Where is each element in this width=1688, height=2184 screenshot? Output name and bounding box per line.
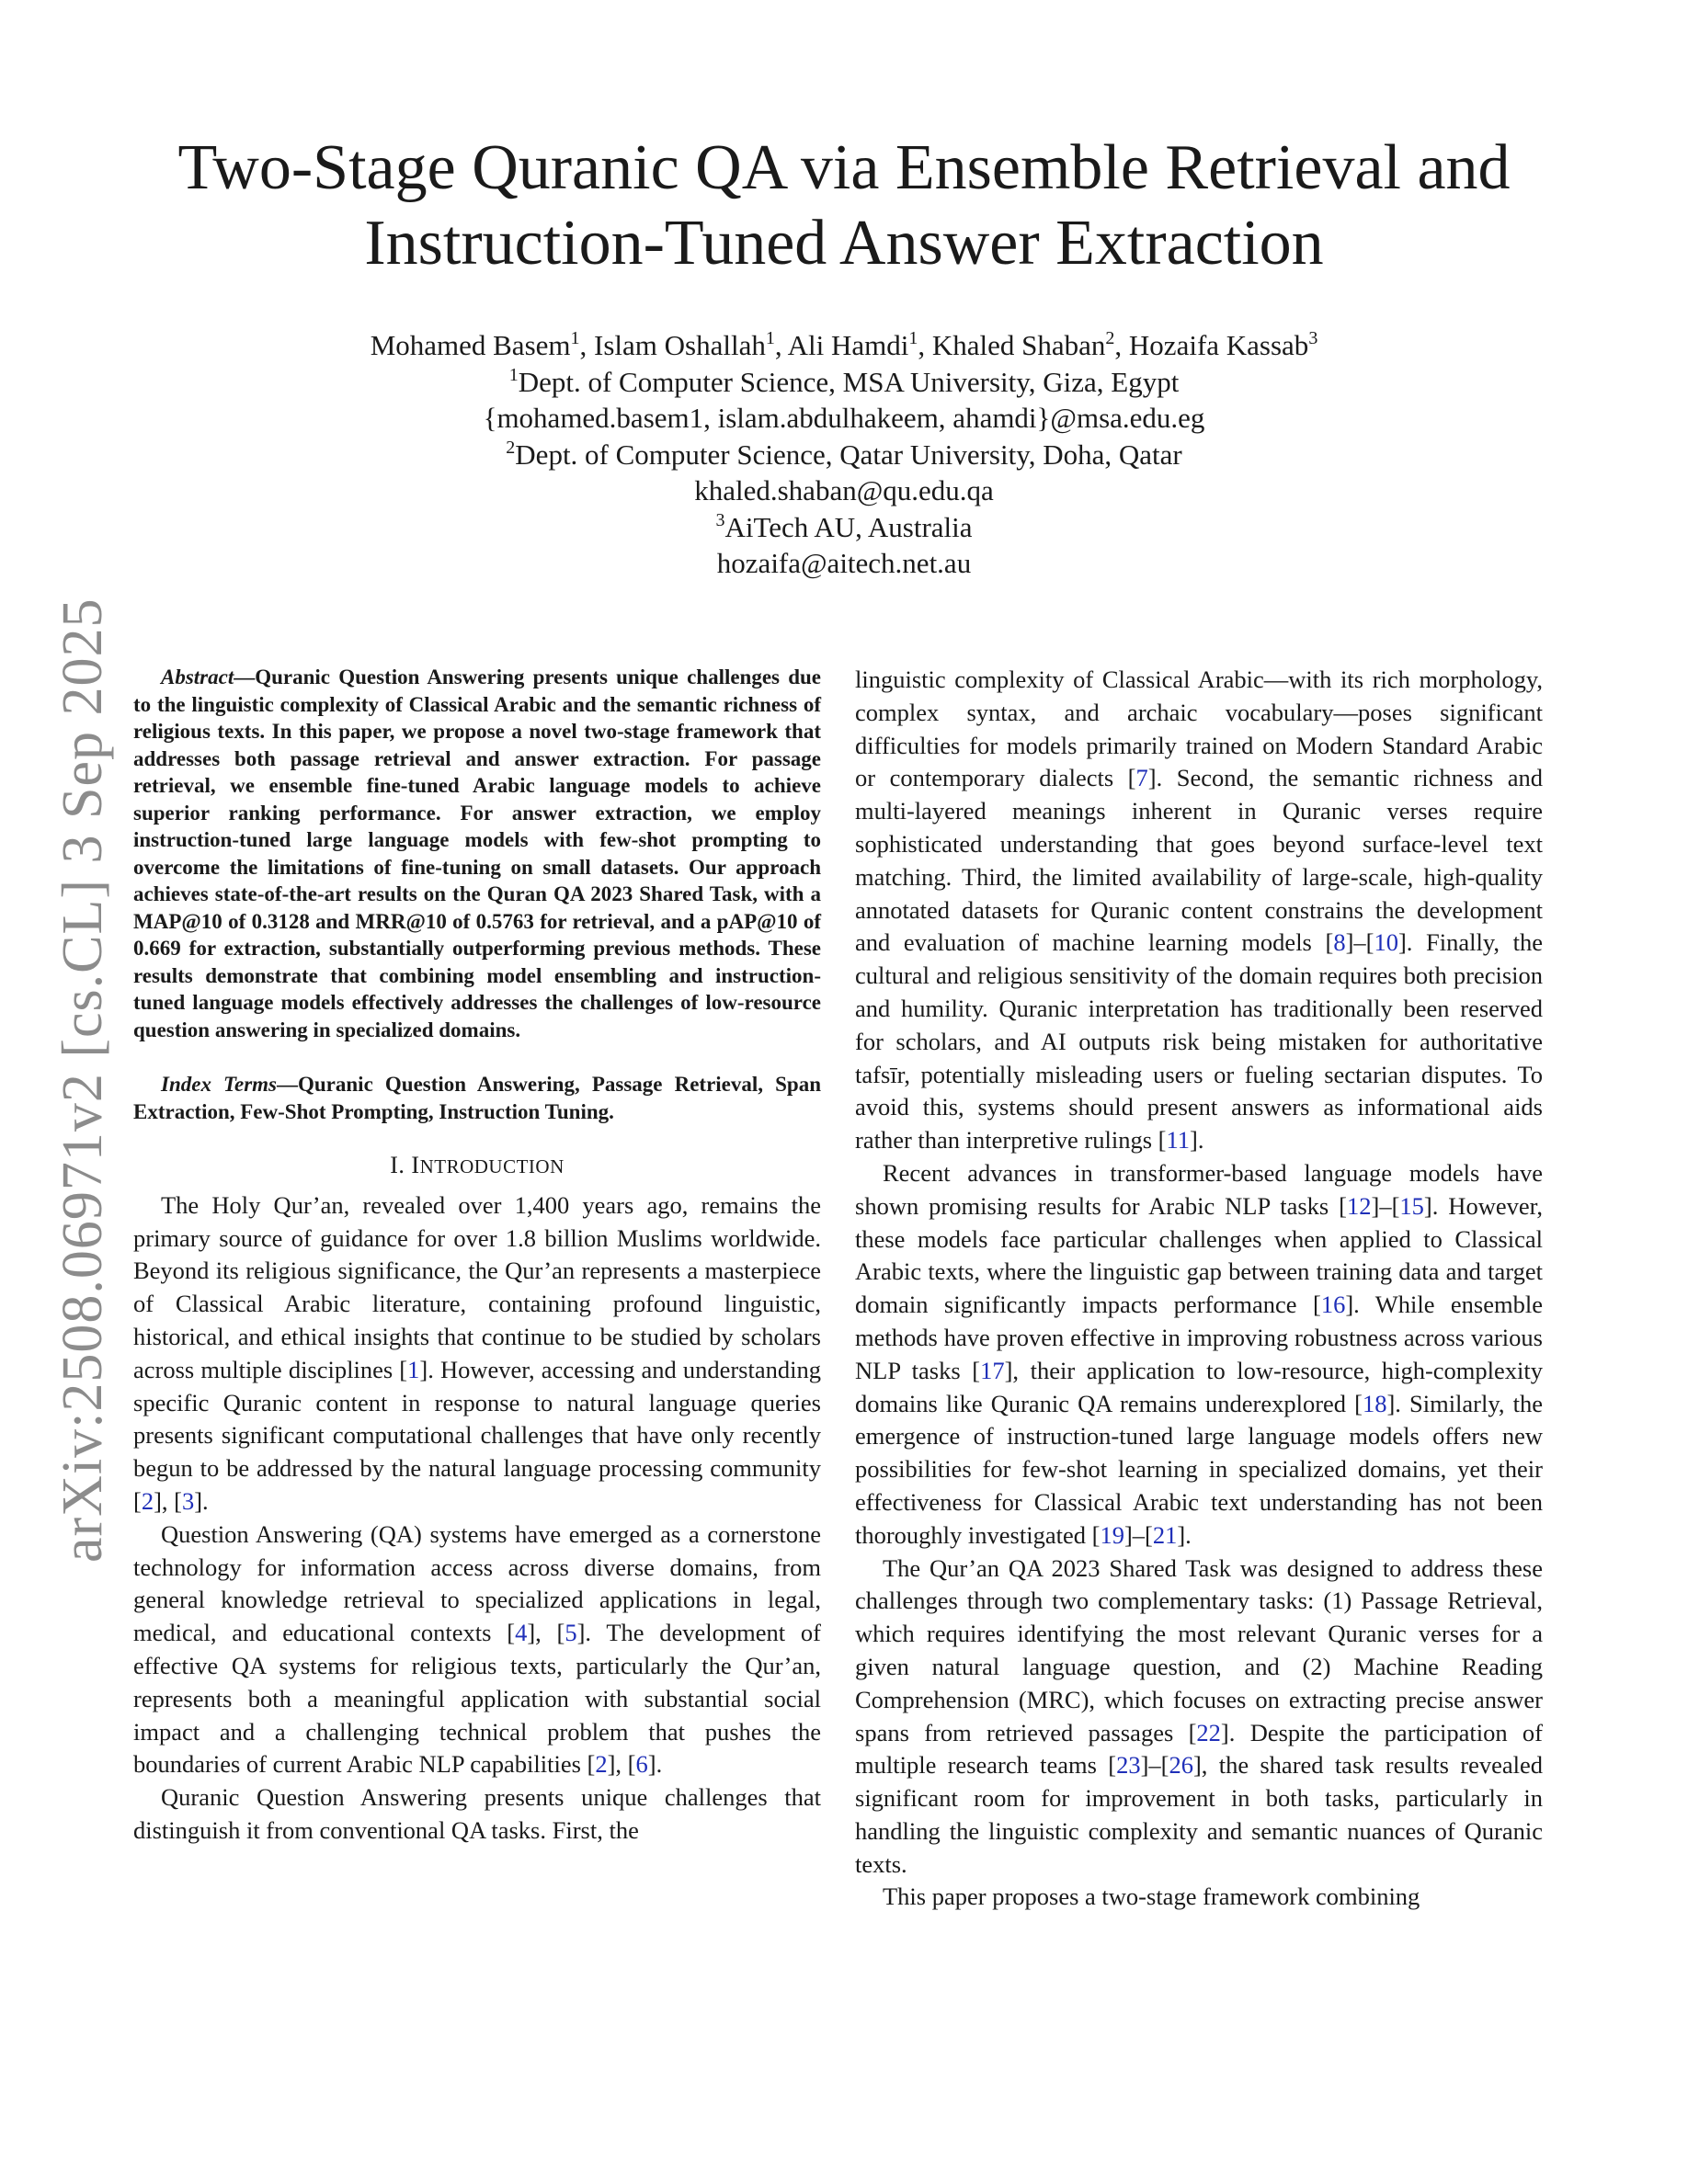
citation-link[interactable]: 10 [1374,928,1398,957]
citation-link[interactable]: 19 [1100,1520,1124,1549]
author-separator: , [774,329,788,361]
left-body-text [133,1189,821,1848]
paragraph [855,664,1543,1157]
affiliation-text: Dept. of Computer Science, Qatar University, Doha, Qatar [515,438,1182,471]
paragraph-text: ], their application to low-resource, high-complexity domains like Quranic QA remains underexplored [ [855,1356,1543,1417]
paragraph-text: The Holy Qur’an, revealed over 1,400 years ago, remains the primary source of guidance for over 1.8 billion Muslims worldwide. Beyond its religious significance, the Qur’an represents a masterpiece of Classical Arabic literature, containing profound linguistic, historical, and ethical insights that continue to be studied by scholars across multiple disciplines [ [133,1190,821,1383]
paragraph-text: Quranic Question Answering presents unique challenges that distinguish it from conventional QA tasks. First, the [133,1783,821,1844]
paper-title [120,131,1568,281]
paragraph-text: ]. Finally, the cultural and religious sensitivity of the domain requires both precision and humility. Quranic interpretation has traditionally been reserved for scholars, and AI outputs risk being mistaken for authoritative tafsīr, potentially misleading users or fueling sectarian disputes. To avoid this, systems should present answers as informational aids rather than interpretive rulings [ [855,928,1543,1155]
paragraph-text: ]. However, accessing and understanding specific Quranic content in response to natural language queries presents significant computational challenges that have only recently begun to be addressed by the natural language processing community [ [133,1355,821,1515]
citation-link[interactable]: 17 [980,1356,1005,1384]
paragraph [133,1519,821,1781]
paragraph [855,1553,1543,1882]
citation-link[interactable]: 8 [1333,928,1346,957]
citation-link[interactable]: 6 [635,1750,648,1779]
email-2[interactable]: khaled.shaban@qu.edu.qa [694,474,994,506]
paragraph-text: ], [ [607,1750,636,1779]
title-line-1: Two-Stage Quranic QA via Ensemble Retrieval and [177,132,1511,203]
paragraph-text: ], [ [527,1619,565,1647]
citation-link[interactable]: 18 [1362,1389,1387,1417]
affiliation-mark: 2 [506,437,516,458]
paragraph-text: ]. [1177,1520,1192,1549]
citation-link[interactable]: 2 [141,1486,154,1515]
paragraph-text: ]. The development of effective QA systems for religious texts, particularly the Qur’an, represents both a meaningful application with substantial social impact and a challenging technical problem that pushes the boundaries of current Arabic NLP capabilities [ [133,1619,821,1779]
author-block [184,327,1504,582]
arxiv-identifier: arXiv:2508.06971v2 [cs.CL] 3 Sep 2025 [51,597,114,1563]
section-heading-introduction [133,1149,821,1184]
affiliation-1 [184,364,1504,401]
author-name: Hozaifa Kassab [1128,329,1309,361]
paragraph-text: ]–[ [1345,928,1374,957]
author-separator: , [579,329,595,361]
paragraph-text: ]–[ [1140,1751,1169,1780]
citation-link[interactable]: 3 [181,1486,195,1515]
paragraph-text: ]–[ [1371,1191,1400,1220]
paragraph-text: ]. Despite the participation of multiple research teams [ [855,1718,1543,1780]
paragraph-text: ]. Second, the semantic richness and multi-layered meanings inherent in Quranic verses require sophisticated understanding that goes beyond surface-level text matching. Third, the limited availability of large-scale, high-quality annotated datasets for Quranic content constrains the development and evaluation of machine learning models [ [855,764,1543,957]
paragraph-text: ], the shared task results revealed significant room for improvement in both tasks, particularly in handling the linguistic complexity and semantic nuances of Quranic texts. [855,1751,1543,1878]
author-name: Islam Oshallah [594,329,766,361]
citation-link[interactable]: 15 [1399,1191,1424,1220]
paragraph-text: The Qur’an QA 2023 Shared Task was designed to address these challenges through two complementary tasks: (1) Passage Retrieval, which requires identifying the most relevant Quranic verses for a given natural language question, and (2) Machine Reading Comprehension (MRC), which focuses on extracting precise answer spans from retrieved passages [ [855,1553,1543,1746]
paragraph [133,1781,821,1848]
author-affiliation-mark: 1 [765,328,775,348]
citation-link[interactable]: 12 [1347,1191,1372,1220]
citation-link[interactable]: 23 [1116,1751,1141,1780]
affiliation-mark: 1 [508,364,519,385]
abstract-text: —Quranic Question Answering presents unique challenges due to the linguistic complexity of Classical Arabic and the semantic richness of religious texts. In this paper, we propose a novel two-stage framework that addresses both passage retrieval and answer extraction. For passage retrieval, we ensemble fine-tuned Arabic language models to achieve superior ranking performance. For answer extraction, we employ instruction-tuned large language models with few-shot prompting to overcome the limitations of fine-tuning on small datasets. Our approach achieves state-of-the-art results on the Quran QA 2023 Shared Task, with a MAP@10 of 0.3128 and MRR@10 of 0.5763 for retrieval, and a pAP@10 of 0.669 for extraction, substantially outperforming previous methods. These results demonstrate that combining model ensembling and instruction-tuned language models effectively addresses the challenges of low-resource question answering in specialized domains. [133,665,821,1041]
citation-link[interactable]: 2 [595,1750,608,1779]
citation-link[interactable]: 1 [407,1355,420,1383]
paragraph-text: ]. [647,1750,663,1779]
citation-link[interactable]: 11 [1166,1126,1191,1155]
author-separator: , [918,329,932,361]
affiliation-text: Dept. of Computer Science, MSA University, Giza, Egypt [518,365,1180,398]
paragraph-text: Recent advances in transformer-based language models have shown promising results for Arabic NLP tasks [ [855,1158,1543,1220]
paragraph-text: ]. [194,1486,209,1515]
citation-link[interactable]: 4 [515,1619,528,1647]
paragraph [855,1157,1543,1553]
paragraph-text: ]–[ [1123,1520,1153,1549]
citation-link[interactable]: 7 [1135,764,1148,792]
affiliation-mark: 3 [715,509,725,530]
paragraph-text: Question Answering (QA) systems have emerged as a cornerstone technology for information access across diverse domains, from general knowledge retrieval to specialized applications in legal, medical, and educational contexts [ [133,1519,821,1647]
paragraph-text: This paper proposes a two-stage framework combining [883,1883,1420,1911]
right-body-text [855,664,1543,1914]
right-column [855,664,1543,1914]
abstract-lead: Abstract [161,665,234,688]
author-affiliation-mark: 1 [908,328,918,348]
email-1[interactable]: {mohamed.basem1, islam.abdulhakeem, ahamdi}@msa.edu.eg [483,402,1205,434]
email-3[interactable]: hozaifa@aitech.net.au [716,547,972,579]
paragraph [855,1881,1543,1914]
title-line-2: Instruction-Tuned Answer Extraction [364,208,1324,279]
section-title-rest: NTRODUCTION [419,1155,565,1177]
author-name: Khaled Shaban [931,329,1106,361]
paragraph-text: ]. While ensemble methods have proven effective in improving robustness across various NLP tasks [ [855,1291,1543,1384]
index-terms-text: —Quranic Question Answering, Passage Retrieval, Span Extraction, Few-Shot Prompting, Instruction Tuning. [133,1073,821,1123]
abstract [133,664,821,1043]
paragraph [133,1189,821,1519]
affiliation-2 [184,437,1504,473]
affiliation-text: AiTech AU, Australia [724,510,973,543]
index-terms-lead: Index Terms [161,1073,277,1096]
section-numeral: I. [390,1152,412,1178]
index-terms [133,1071,821,1125]
section-first-letter: I [411,1152,420,1178]
paragraph-text: ]. Similarly, the emergence of instruction-tuned large language models offers new possibilities for few-shot learning in specialized domains, yet their effectiveness for Classical Arabic text understanding has not been thoroughly investigated [ [855,1389,1543,1549]
citation-link[interactable]: 5 [565,1619,577,1647]
author-name: Mohamed Basem [370,329,571,361]
left-column [133,664,821,1848]
citation-link[interactable]: 16 [1320,1291,1346,1319]
author-affiliation-mark: 2 [1105,328,1115,348]
author-affiliation-mark: 1 [570,328,580,348]
paragraph-text: ]. [1190,1126,1204,1155]
citation-link[interactable]: 22 [1196,1718,1221,1746]
author-affiliation-mark: 3 [1308,328,1318,348]
affiliation-3 [184,509,1504,546]
paragraph-text: ], [ [154,1486,182,1515]
author-name: Ali Hamdi [787,329,909,361]
citation-link[interactable]: 26 [1169,1751,1193,1780]
paragraph-text: ]. However, these models face particular challenges when applied to Classical Arabic texts, where the linguistic gap between training data and target domain significantly impacts performance [ [855,1191,1543,1319]
paragraph-text: linguistic complexity of Classical Arabic—with its rich morphology, complex syntax, and archaic vocabulary—poses significant difficulties for models primarily trained on Modern Standard Arabic or contemporary dialects [ [855,665,1543,792]
author-separator: , [1114,329,1129,361]
citation-link[interactable]: 21 [1152,1520,1178,1549]
author-names [184,327,1504,364]
